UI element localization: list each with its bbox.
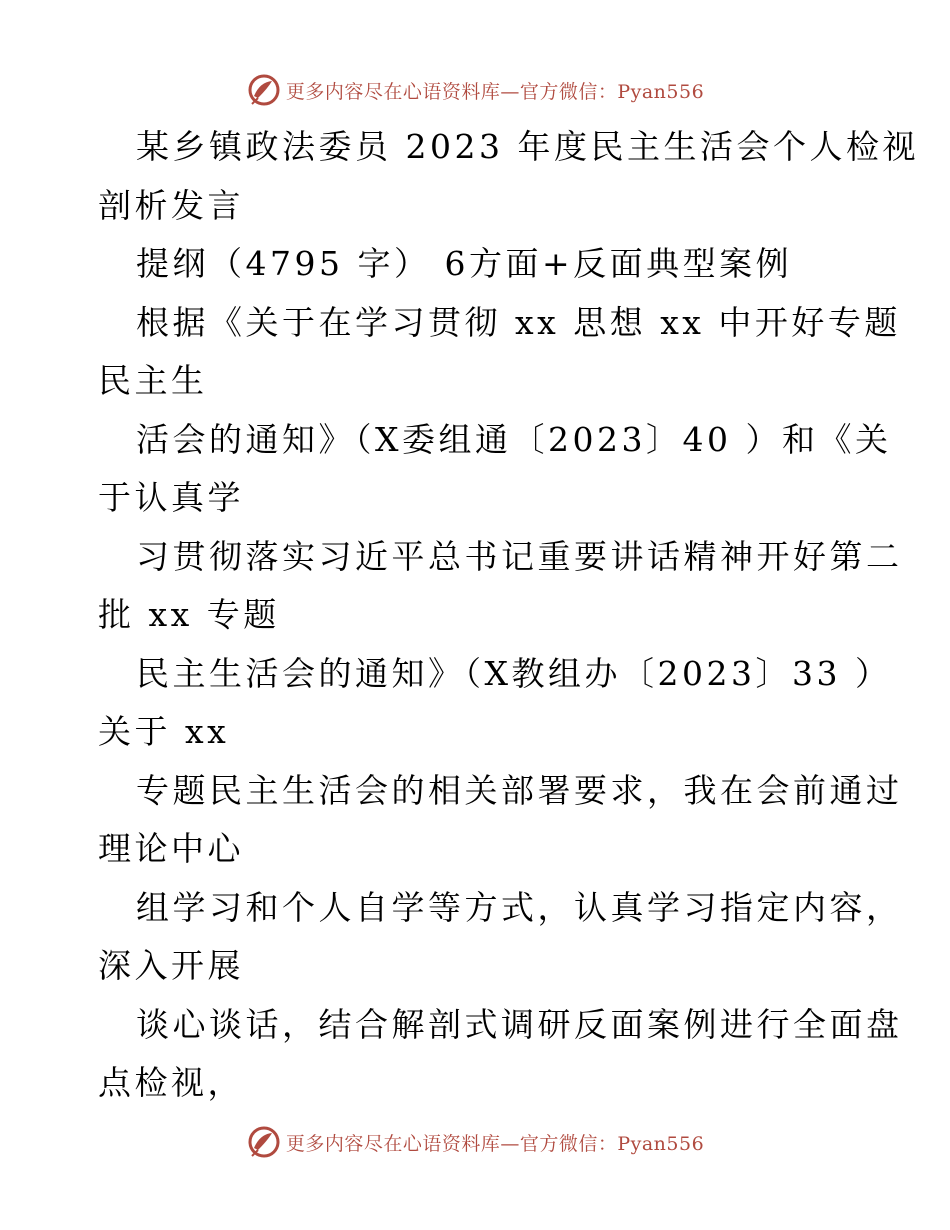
text-line: 活会的通知》（X委组通〔2023〕40 ）和《关 bbox=[136, 419, 892, 459]
text-line: 关于 xx bbox=[98, 712, 230, 751]
text-line: 组学习和个人自学等方式，认真学习指定内容， bbox=[136, 887, 903, 927]
text-line: 点检视， bbox=[98, 1063, 244, 1102]
banner-text: 更多内容尽在心语资料库—官方微信：Pyan556 bbox=[285, 1132, 705, 1155]
text-line: 剖析发言 bbox=[98, 185, 244, 225]
text-line: 于认真学 bbox=[98, 478, 244, 517]
footer-banner bbox=[0, 1122, 950, 1162]
text-line: 深入开展 bbox=[98, 946, 244, 985]
banner-text: 更多内容尽在心语资料库—官方微信：Pyan556 bbox=[285, 80, 705, 103]
pen-circle-logo-icon bbox=[246, 1124, 282, 1160]
text-line: 批 xx 专题 bbox=[98, 595, 280, 634]
document-body bbox=[98, 118, 919, 1113]
text-line: 民主生活会的通知》（X教组办〔2023〕33 ） bbox=[136, 653, 892, 693]
text-line: 谈心谈话，结合解剖式调研反面案例进行全面盘 bbox=[136, 1004, 903, 1044]
text-line: 民主生 bbox=[98, 361, 208, 400]
text-line: 某乡镇政法委员 2023 年度民主生活会个人检视 bbox=[136, 127, 919, 166]
text-line: 根据《关于在学习贯彻 xx 思想 xx 中开好专题 bbox=[136, 302, 901, 342]
text-line: 专题民主生活会的相关部署要求，我在会前通过 bbox=[136, 770, 903, 810]
header-banner bbox=[0, 70, 950, 110]
text-line: 提纲（4795 字） 6方面+反面典型案例 bbox=[136, 244, 793, 283]
text-line: 习贯彻落实习近平总书记重要讲话精神开好第二 bbox=[136, 536, 903, 576]
text-line: 理论中心 bbox=[98, 829, 244, 868]
pen-circle-logo-icon bbox=[246, 72, 282, 108]
